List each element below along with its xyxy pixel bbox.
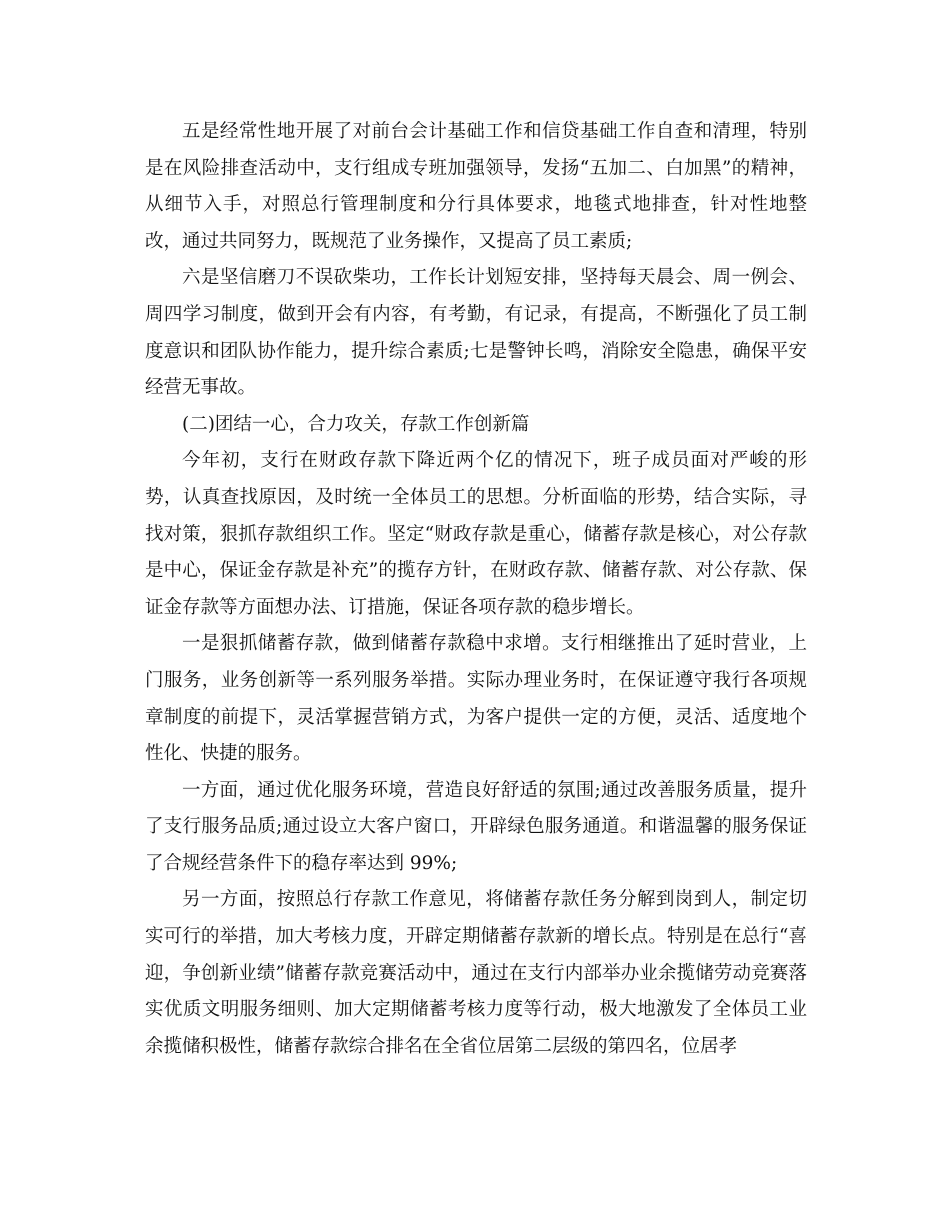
paragraph-5: 一方面，通过优化服务环境，营造良好舒适的氛围;通过改善服务质量，提升了支行服务品质;通过设立大客户窗口，开辟绿色服务通道。和谐温馨的服务保证了合规经营条件下的稳存率达到 99%; — [145, 779, 807, 874]
document-body — [145, 114, 807, 1065]
paragraph-4: 一是狠抓储蓄存款，做到储蓄存款稳中求增。支行相继推出了延时营业，上门服务，业务创新等一系列服务举措。实际办理业务时，在保证遵守我行各项规章制度的前提下，灵活掌握营销方式，为客户提供一定的方便，灵活、适度地个性化、快捷的服务。 — [145, 633, 807, 765]
paragraph-6: 另一方面，按照总行存款工作意见，将储蓄存款任务分解到岗到人，制定切实可行的举措，加大考核力度，开辟定期储蓄存款新的增长点。特别是在总行“喜迎，争创新业绩”储蓄存款竞赛活动中，通过在支行内部举办业余揽储劳动竞赛落实优质文明服务细则、加大定期储蓄考核力度等行动，极大地激发了全体员工业余揽储积极性，储蓄存款综合排名在全省位居第二层级的第四名，位居孝 — [145, 889, 807, 1057]
paragraph-3: 今年初，支行在财政存款下降近两个亿的情况下，班子成员面对严峻的形势，认真查找原因，及时统一全体员工的思想。分析面临的形势，结合实际，寻找对策，狠抓存款组织工作。坚定“财政存款是重心，储蓄存款是核心，对公存款是中心，保证金存款是补充”的揽存方针，在财政存款、储蓄存款、对公存款、保证金存款等方面想办法、订措施，保证各项存款的稳步增长。 — [145, 450, 807, 618]
paragraph-1: 五是经常性地开展了对前台会计基础工作和信贷基础工作自查和清理，特别是在风险排查活动中，支行组成专班加强领导，发扬“五加二、白加黑”的精神，从细节入手，对照总行管理制度和分行具体要求，地毯式地排查，针对性地整改，通过共同努力，既规范了业务操作，又提高了员工素质; — [145, 121, 807, 252]
section-heading: (二)团结一心，合力攻关，存款工作创新篇 — [182, 413, 530, 435]
paragraph-2: 六是坚信磨刀不误砍柴功，工作长计划短安排，坚持每天晨会、周一例会、周四学习制度，做到开会有内容，有考勤，有记录，有提高，不断强化了员工制度意识和团队协作能力，提升综合素质;七是警钟长鸣，消除安全隐患，确保平安经营无事故。 — [145, 267, 807, 399]
